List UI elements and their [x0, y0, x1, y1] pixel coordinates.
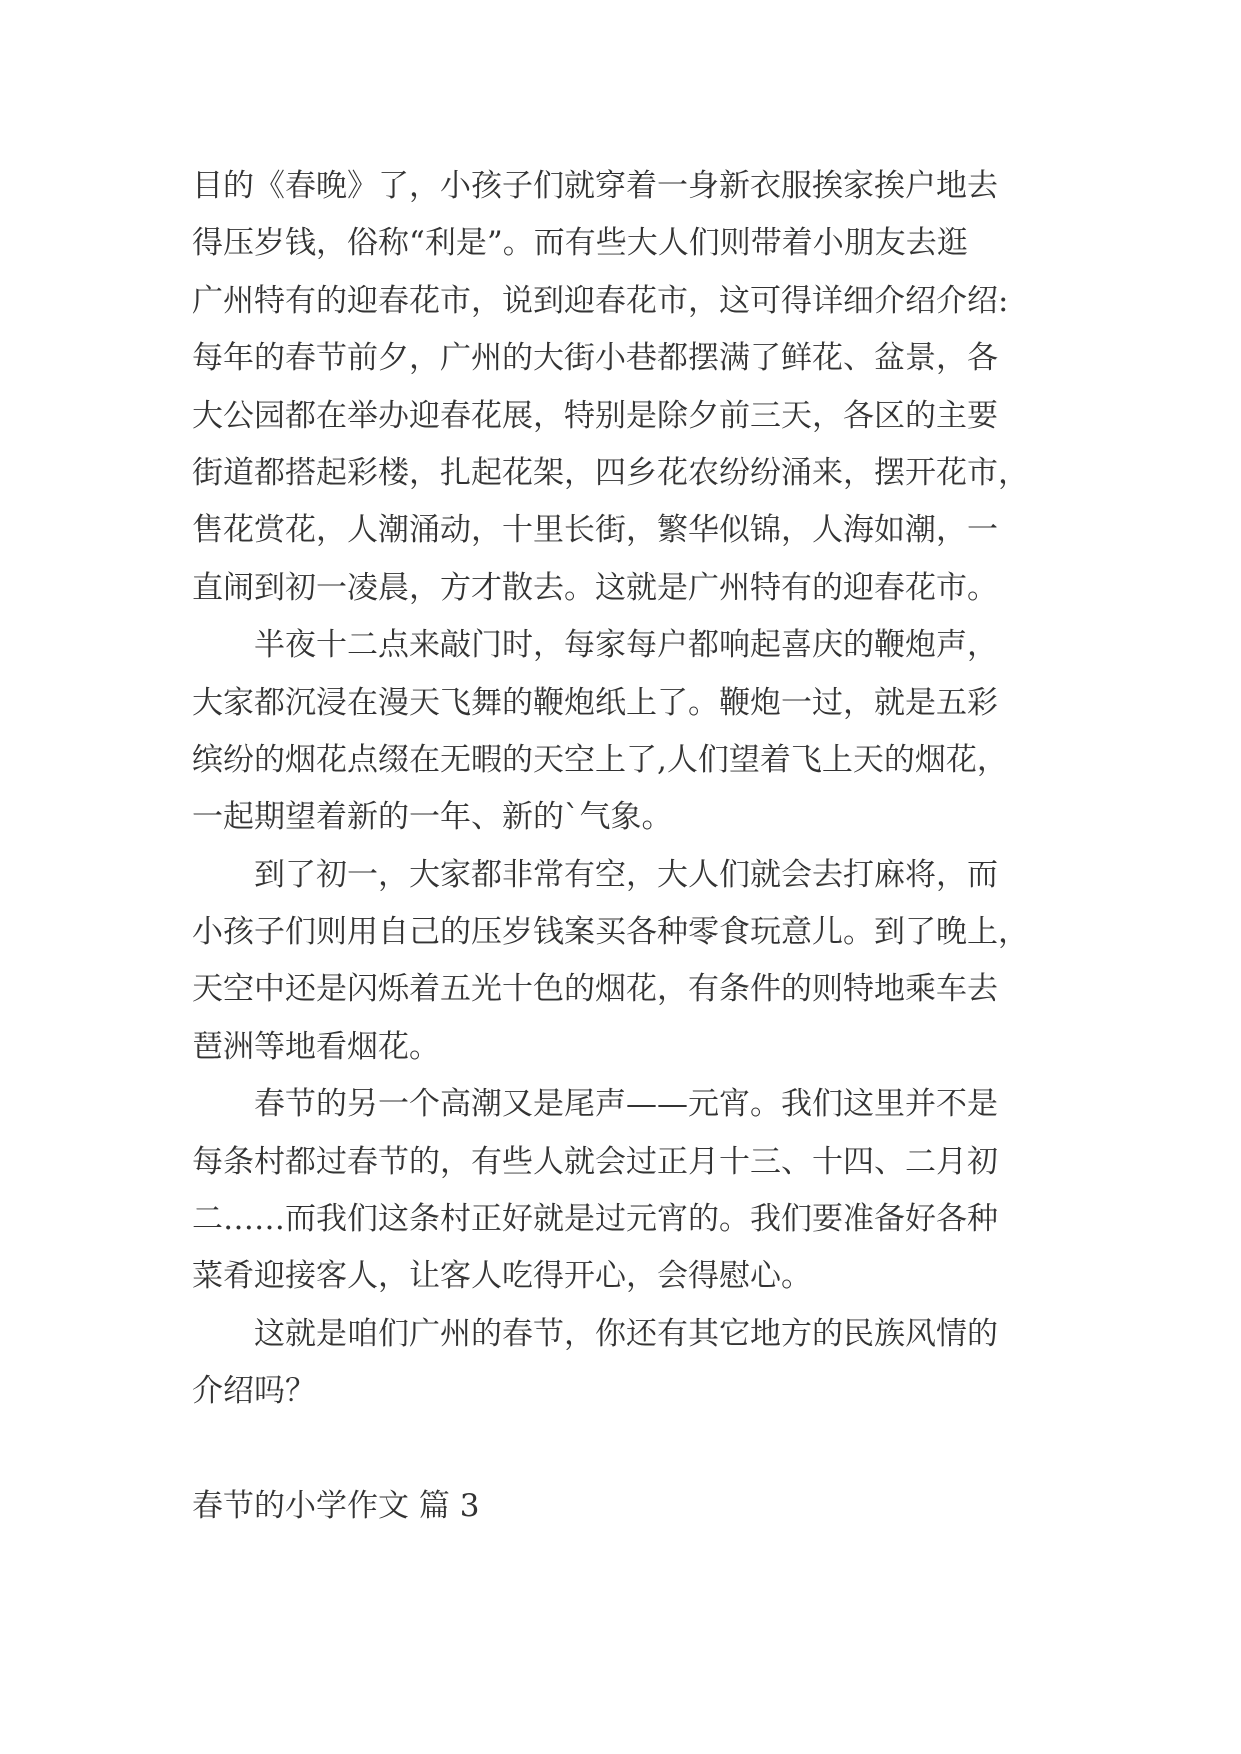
paragraph-start-line: 这就是咱们广州的春节，你还有其它地方的民族风情的 — [254, 1315, 998, 1352]
text-line: 大家都沉浸在漫天飞舞的鞭炮纸上了。鞭炮一过，就是五彩 — [192, 684, 998, 721]
text-line: 目的《春晚》了，小孩子们就穿着一身新衣服挨家挨户地去 — [192, 168, 998, 204]
text-line: 缤纷的烟花点缀在无暇的天空上了,人们望着飞上天的烟花， — [192, 741, 1008, 778]
text-line: 每年的春节前夕，广州的大街小巷都摆满了鲜花、盆景，各 — [192, 340, 998, 377]
paragraph-start-line: 到了初一，大家都非常有空，大人们就会去打麻将，而 — [254, 856, 998, 893]
text-line: 琶洲等地看烟花。 — [192, 1028, 440, 1065]
text-line: 得压岁钱，俗称“利是”。而有些大人们则带着小朋友去逛 — [192, 225, 968, 262]
text-line: 小孩子们则用自己的压岁钱案买各种零食玩意儿。到了晚上， — [192, 914, 1029, 951]
text-line: 每条村都过春节的，有些人就会过正月十三、十四、二月初 — [192, 1143, 998, 1180]
text-line: 售花赏花，人潮涌动，十里长街，繁华似锦，人海如潮，一 — [192, 512, 998, 549]
text-line: 介绍吗？ — [192, 1373, 316, 1410]
text-line: 天空中还是闪烁着五光十色的烟花，有条件的则特地乘车去 — [192, 971, 998, 1008]
text-line: 菜肴迎接客人，让客人吃得开心，会得慰心。 — [192, 1258, 812, 1295]
text-line: 二……而我们这条村正好就是过元宵的。我们要准备好各种 — [192, 1201, 998, 1238]
paragraph-start-line: 春节的另一个高潮又是尾声——元宵。我们这里并不是 — [254, 1086, 998, 1123]
text-line: 街道都搭起彩楼，扎起花架，四乡花农纷纷涌来，摆开花市， — [192, 454, 1029, 491]
text-line: 大公园都在举办迎春花展，特别是除夕前三天，各区的主要 — [192, 397, 998, 434]
paragraph-start-line: 半夜十二点来敲门时，每家每户都响起喜庆的鞭炮声， — [254, 627, 998, 664]
section-heading: 春节的小学作文 篇 3 — [192, 1488, 480, 1524]
text-line: 广州特有的迎春花市，说到迎春花市，这可得详细介绍介绍: — [192, 282, 1009, 319]
text-line: 直闹到初一凌晨，方才散去。这就是广州特有的迎春花市。 — [192, 569, 998, 606]
essay-body — [192, 158, 1072, 1421]
text-line: 一起期望着新的一年、新的`气象。 — [192, 799, 673, 836]
